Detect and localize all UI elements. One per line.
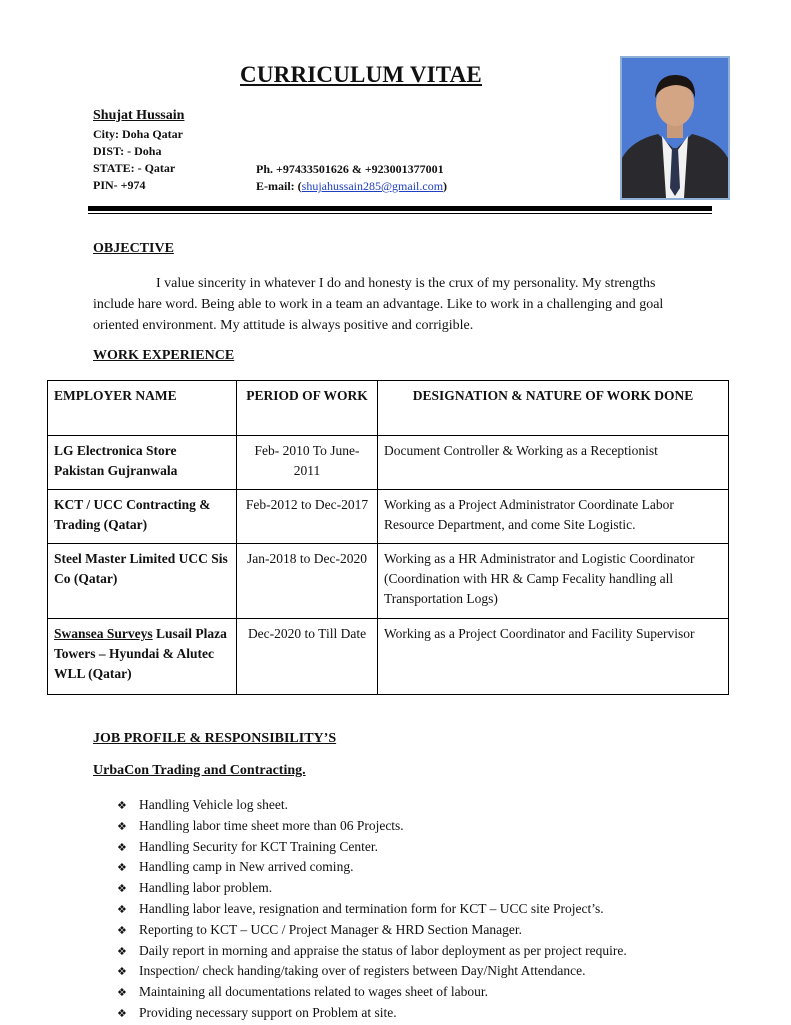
column-header-period: PERIOD OF WORK (237, 381, 378, 436)
diamond-bullet-icon: ❖ (117, 819, 127, 833)
diamond-bullet-icon: ❖ (117, 882, 127, 896)
table-header-row (48, 381, 729, 436)
period-cell: Dec-2020 to Till Date (237, 619, 378, 695)
list-item (117, 816, 627, 837)
responsibility-list (117, 795, 627, 1024)
list-item-text: Handling labor problem. (139, 880, 273, 896)
diamond-bullet-icon: ❖ (117, 902, 127, 916)
list-item (117, 920, 627, 941)
list-item (117, 961, 627, 982)
list-item (117, 899, 627, 920)
list-item (117, 878, 627, 899)
portrait-image (622, 58, 728, 198)
list-item (117, 795, 627, 816)
diamond-bullet-icon: ❖ (117, 799, 127, 812)
header-divider (88, 206, 712, 211)
list-item-text: Inspection/ check handing/taking over of registers between Day/Night Attendance. (139, 963, 586, 979)
list-item-text: Handling Security for KCT Training Center. (139, 838, 378, 854)
list-item-text: Providing necessary support on Problem at site. (139, 1004, 397, 1020)
list-item (117, 941, 627, 962)
employer-cell: KCT / UCC Contracting & Trading (Qatar) (48, 490, 237, 544)
list-item (117, 982, 627, 1003)
district-line: DIST: - Doha (93, 144, 162, 158)
employer-name-rest: Lusail Plaza Towers – Hyundai & Alutec WLL (Qatar) (54, 626, 227, 681)
designation-cell: Working as a HR Administrator and Logistic Coordinator (Coordination with HR & Camp Fecality handling all Transportation Logs) (378, 544, 729, 619)
list-item-text: Handling labor leave, resignation and termination form for KCT – UCC site Project’s. (139, 900, 604, 916)
diamond-bullet-icon: ❖ (117, 840, 127, 854)
diamond-bullet-icon: ❖ (117, 965, 127, 979)
diamond-bullet-icon: ❖ (117, 944, 127, 958)
employer-cell: LG Electronica Store Pakistan Gujranwala (48, 436, 237, 490)
designation-cell: Document Controller & Working as a Receptionist (378, 436, 729, 490)
table-row (48, 544, 729, 619)
email-label: E-mail: ( (256, 179, 302, 193)
designation-cell: Working as a Project Coordinator and Facility Supervisor (378, 619, 729, 695)
diamond-bullet-icon: ❖ (117, 986, 127, 1000)
column-header-designation: DESIGNATION & NATURE OF WORK DONE (378, 381, 729, 436)
objective-text: I value sincerity in whatever I do and honesty is the crux of my personality. My strengths include hare word. Being able to work in a team an advantage. Like to work in a challenging and goal oriented environment. My attitude is always positive and corrigible. (93, 276, 664, 333)
list-item-text: Handling Vehicle log sheet. (139, 797, 288, 812)
list-item (117, 1003, 627, 1024)
employer-cell (48, 619, 237, 695)
header-divider-thin (88, 213, 712, 214)
period-cell: Jan-2018 to Dec-2020 (237, 544, 378, 619)
employer-name-underlined: Swansea Surveys (54, 626, 153, 641)
diamond-bullet-icon: ❖ (117, 861, 127, 875)
email-close: ) (443, 179, 448, 193)
table-row (48, 436, 729, 490)
list-item-text: Handling camp in New arrived coming. (139, 859, 354, 875)
diamond-bullet-icon: ❖ (117, 923, 127, 937)
period-cell: Feb-2012 to Dec-2017 (237, 490, 378, 544)
table-row (48, 490, 729, 544)
page-title: CURRICULUM VITAE (240, 62, 482, 87)
table-row (48, 619, 729, 695)
email-line (256, 178, 447, 195)
diamond-bullet-icon: ❖ (117, 1006, 127, 1020)
work-experience-heading: WORK EXPERIENCE (93, 348, 235, 363)
job-profile-heading: JOB PROFILE & RESPONSIBILITY’S (93, 731, 337, 746)
phone-line: Ph. +97433501626 & +923001377001 (256, 162, 444, 176)
contact-details (256, 161, 447, 195)
list-item-text: Daily report in morning and appraise the status of labor deployment as per project require. (139, 942, 627, 958)
designation-cell: Working as a Project Administrator Coordinate Labor Resource Department, and come Site Logistic. (378, 490, 729, 544)
column-header-employer: EMPLOYER NAME (48, 381, 237, 436)
contact-block (93, 108, 184, 194)
state-line: STATE: - Qatar (93, 161, 176, 175)
list-item (117, 857, 627, 878)
list-item (117, 837, 627, 858)
city-line: City: Doha Qatar (93, 127, 183, 141)
email-link[interactable]: shujahussain285@gmail.com (301, 179, 444, 193)
list-item-text: Reporting to KCT – UCC / Project Manager & HRD Section Manager. (139, 921, 522, 937)
work-experience-table (47, 380, 729, 695)
list-item-text: Maintaining all documentations related to wages sheet of labour. (139, 984, 489, 1000)
period-cell: Feb- 2010 To June-2011 (237, 436, 378, 490)
candidate-name: Shujat Hussain (93, 108, 185, 123)
pin-line: PIN- +974 (93, 178, 146, 192)
company-heading: UrbaCon Trading and Contracting. (93, 763, 306, 778)
list-item-text: Handling labor time sheet more than 06 Projects. (139, 817, 404, 833)
objective-heading: OBJECTIVE (93, 241, 174, 256)
profile-photo (620, 56, 730, 200)
employer-cell: Steel Master Limited UCC Sis Co (Qatar) (48, 544, 237, 619)
